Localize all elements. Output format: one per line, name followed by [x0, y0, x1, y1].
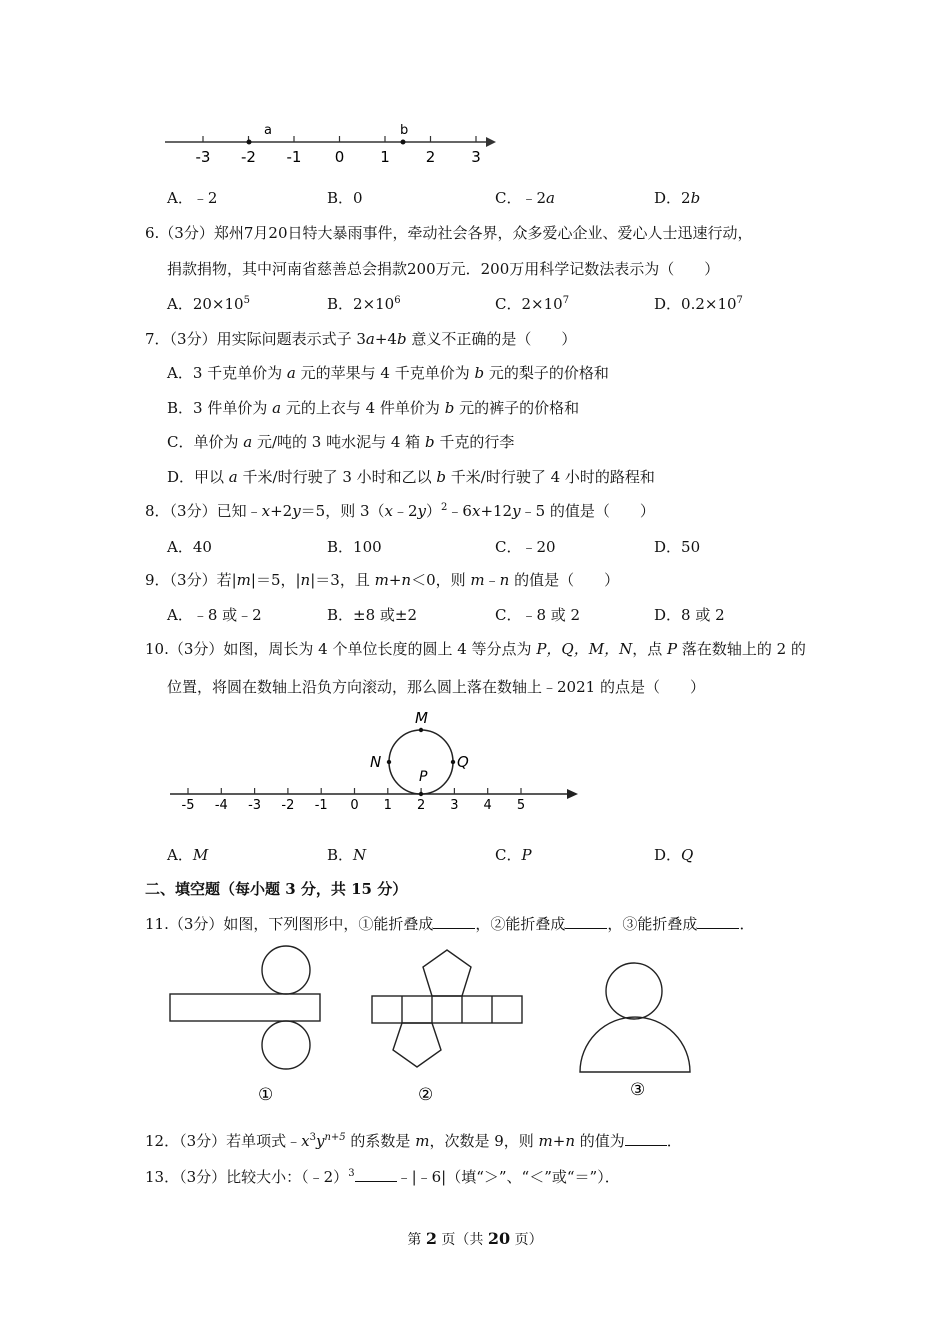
- tick-label: 0: [334, 148, 345, 166]
- q9-option-d: D．8 或 2: [654, 606, 725, 624]
- q10-stem-line2: 位置，将圆在数轴上沿负方向滚动，那么圆上落在数轴上﹣2021 的点是（ ）: [167, 678, 705, 696]
- tick-label: 4: [483, 798, 492, 813]
- figure-2-prism-net: [372, 950, 522, 1105]
- q9-stem: 9．（3分）若|m|＝5，|n|＝3，且 m+n＜0，则 m﹣n 的值是（ ）: [145, 571, 620, 589]
- q11-stem: 11.（3分）如图，下列图形中，①能折叠成 ，②能折叠成 ，③能折叠成 ．: [145, 915, 755, 933]
- point-b-label: b: [400, 123, 409, 138]
- q7-option-b: B．3 件单价为 a 元的上衣与 4 件单价为 b 元的裤子的价格和: [167, 399, 580, 417]
- q7-option-a: A．3 千克单价为 a 元的苹果与 4 千克单价为 b 元的梨子的价格和: [167, 364, 609, 382]
- q6-stem-line2: 捐款捐物，其中河南省慈善总会捐款200万元．200万用科学记数法表示为（ ）: [167, 260, 720, 278]
- q7-stem: 7．（3分）用实际问题表示式子 3a+4b 意义不正确的是（ ）: [145, 330, 577, 348]
- point-n-dot: [387, 760, 391, 764]
- q9-option-c: C．﹣8 或 2: [495, 606, 581, 624]
- q6-option-d: D．$0.2\times 10^7$: [654, 295, 743, 313]
- point-q-label: Q: [457, 753, 469, 771]
- q10-figure: [165, 703, 585, 818]
- q10-stem-line1: 10.（3分）如图，周长为 4 个单位长度的圆上 4 等分点为 P，Q，M，N，点 P 落在数轴上的 2 的: [145, 640, 806, 658]
- q6-stem-line1: 6.（3分）郑州7月20日特大暴雨事件，牵动社会各界，众多爱心企业、爱心人士迅速行动，: [145, 224, 753, 242]
- q7-option-d: D．甲以 a 千米/时行驶了 3 小时和乙以 b 千米/时行驶了 4 小时的路程和: [167, 468, 655, 486]
- q8-option-c: C．﹣20: [495, 538, 556, 556]
- figure-3-cone-net: [580, 963, 690, 1100]
- section-heading: 二、填空题（每小题 3 分，共 15 分）: [145, 880, 408, 898]
- point-a-label: a: [264, 123, 272, 138]
- q13-stem: 13．（3分）比较大小：（﹣2）$^3$ ﹣|﹣6|（填“＞”、“＜”或“＝”）．: [145, 1168, 620, 1186]
- q5-option-b: B．0: [327, 189, 363, 207]
- point-b-dot: [401, 140, 406, 145]
- figure-3-label: ③: [630, 1080, 646, 1100]
- point-m-dot: [419, 728, 423, 732]
- tick-label: 0: [350, 798, 359, 813]
- q5-number-line: [160, 118, 505, 168]
- q6-option-a: A．$20\times 10^5$: [167, 295, 250, 313]
- point-q-dot: [451, 760, 455, 764]
- figure-1-cylinder-net: [170, 946, 320, 1105]
- q8-option-a: A．40: [167, 538, 212, 556]
- q13-blank[interactable]: [355, 1169, 397, 1182]
- q6-option-b: B．$2\times 10^6$: [327, 295, 401, 313]
- tick-label: 2: [425, 148, 436, 166]
- tick-label: -1: [314, 798, 328, 813]
- point-n-label: N: [370, 753, 382, 771]
- tick-label: 5: [516, 798, 526, 813]
- q8-option-b: B．100: [327, 538, 382, 556]
- point-m-label: M: [415, 709, 428, 727]
- tick-label: -1: [286, 148, 302, 166]
- tick-label: -2: [281, 798, 295, 813]
- q10-option-a: A．M: [167, 846, 209, 864]
- q9-option-b: B．±8 或±2: [327, 606, 418, 624]
- q10-option-d: D．Q: [654, 846, 694, 864]
- q8-stem: 8．（3分）已知﹣x+2y＝5，则 3（x﹣2y）$^2$﹣6x+12y﹣5 的值是（ ）: [145, 502, 655, 520]
- tick-label: 1: [383, 798, 392, 813]
- q6-option-c: C．$2\times 10^7$: [495, 295, 570, 313]
- figure-2-label: ②: [418, 1085, 434, 1105]
- q10-option-b: B．N: [327, 846, 367, 864]
- page-footer: 第 2 页（共 20 页）: [407, 1229, 543, 1248]
- q5-option-a: A．﹣2: [167, 189, 218, 207]
- q9-option-a: A．﹣8 或﹣2: [167, 606, 262, 624]
- tick-label: 3: [471, 148, 481, 166]
- tick-label: -4: [214, 798, 228, 813]
- point-p-dot: [419, 792, 423, 796]
- q7-option-c: C．单价为 a 元/吨的 3 吨水泥与 4 箱 b 千克的行李: [167, 433, 515, 451]
- tick-label: -5: [181, 798, 195, 813]
- tick-label: 2: [416, 798, 426, 813]
- figure-1-label: ①: [258, 1085, 274, 1105]
- point-p-label: P: [419, 769, 428, 785]
- q5-option-c: C．﹣2a: [495, 189, 555, 207]
- q12-blank[interactable]: [625, 1133, 667, 1146]
- q12-stem: 12．（3分）若单项式$﹣x^3y^{n+5}$ 的系数是 m，次数是 9，则 m+n 的值为 ．: [145, 1132, 682, 1150]
- q8-option-d: D．50: [654, 538, 701, 556]
- tick-label: 1: [380, 148, 390, 166]
- q11-blank-3[interactable]: [697, 916, 739, 929]
- q11-blank-2[interactable]: [565, 916, 607, 929]
- q5-option-d: D．2b: [654, 189, 701, 207]
- q10-option-c: C．P: [495, 846, 532, 864]
- tick-label: -3: [248, 798, 262, 813]
- tick-label: -3: [195, 148, 211, 166]
- tick-label: 3: [450, 798, 459, 813]
- tick-label: -2: [241, 148, 256, 166]
- q11-figures: [160, 940, 720, 1110]
- q11-blank-1[interactable]: [433, 916, 475, 929]
- point-a-dot: [247, 140, 252, 145]
